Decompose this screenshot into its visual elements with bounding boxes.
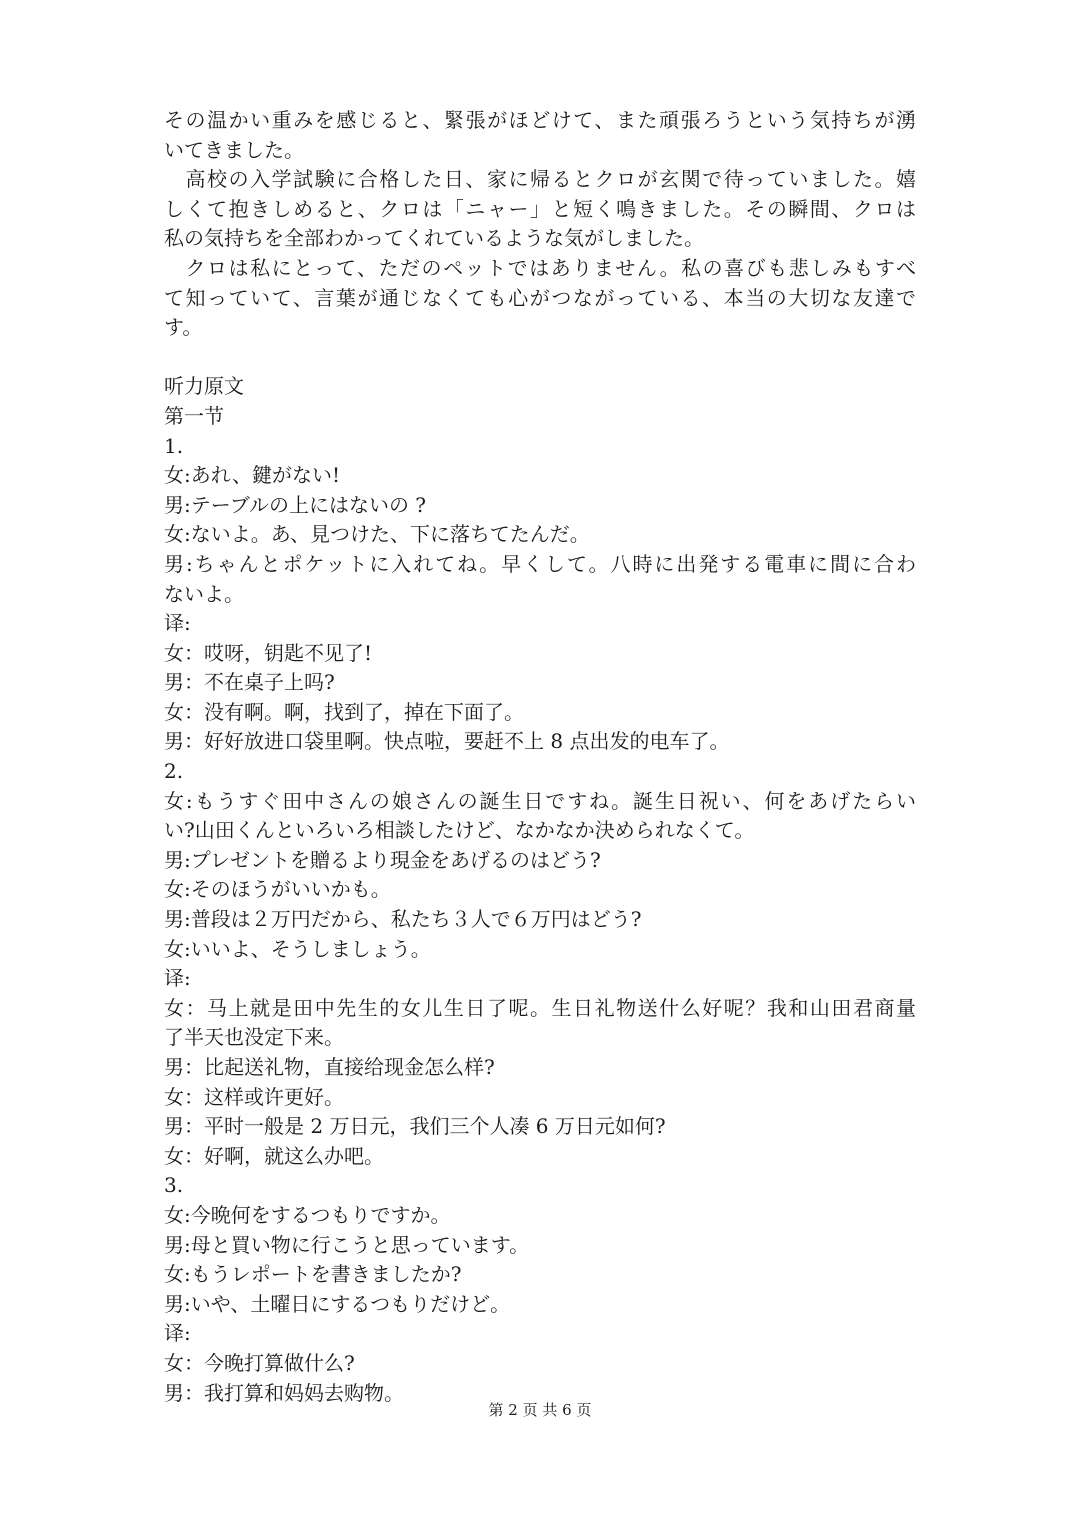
translation-line: 了半天也没定下来。 xyxy=(164,1025,344,1050)
dialogue-line: 男:プレゼントを贈るより現金をあげるのはどう? xyxy=(164,847,601,872)
dialogue-line: い?山田くんといろいろ相談したけど、なかなか決められなくて。 xyxy=(164,818,755,843)
dialogue-line: 女:ないよ。あ、見つけた、下に落ちてたんだ。 xyxy=(164,522,590,547)
dialogue-line: 女:あれ、鍵がない! xyxy=(164,463,340,488)
subsection-heading: 第一节 xyxy=(164,403,224,428)
section-heading: 听力原文 xyxy=(164,374,244,399)
dialogue-line: 女:今晩何をするつもりですか。 xyxy=(164,1202,451,1227)
text-line: その温かい重みを感じると、緊張がほどけて、また頑張ろうという気持ちが湧 xyxy=(164,108,916,132)
text-line: す。 xyxy=(164,315,203,340)
dialogue-line: 女:もうすぐ田中さんの娘さんの誕生日ですね。誕生日祝い、何をあげたらい xyxy=(164,788,916,813)
dialogue-line: ないよ。 xyxy=(164,581,244,606)
dialogue-line: 女:いいよ、そうしましょう。 xyxy=(164,936,431,961)
translation-line: 男：比起送礼物，直接给现金怎么样? xyxy=(164,1055,495,1079)
translation-label: 译: xyxy=(164,1321,191,1346)
text-line: クロは私にとって、ただのペットではありません。私の喜びも悲しみもすべ xyxy=(164,255,916,280)
question-number: 3. xyxy=(164,1173,184,1198)
translation-line: 男：不在桌子上吗? xyxy=(164,670,335,695)
text-line: 私の気持ちを全部わかってくれているような気がしました。 xyxy=(164,226,704,251)
document-body xyxy=(164,106,924,1408)
dialogue-line: 男:母と買い物に行こうと思っています。 xyxy=(164,1232,530,1257)
translation-label: 译: xyxy=(164,966,191,991)
dialogue-line: 男:普段は２万円だから、私たち３人で６万円はどう? xyxy=(164,907,642,932)
translation-line: 男：好好放进口袋里啊。快点啦，要赶不上 8 点出发的电车了。 xyxy=(164,729,730,754)
translation-line: 女：哎呀，钥匙不见了! xyxy=(164,640,373,665)
text-line: 高校の入学試験に合格した日、家に帰るとクロが玄関で待っていました。嬉 xyxy=(164,167,916,192)
dialogue-line: 男:いや、土曜日にするつもりだけど。 xyxy=(164,1291,511,1316)
dialogue-line: 男:テーブルの上にはないの ? xyxy=(164,492,427,517)
dialogue-line: 男:ちゃんとポケットに入れてね。早くして。八時に出発する電車に間に合わ xyxy=(164,551,916,576)
translation-line: 女：没有啊。啊，找到了，掉在下面了。 xyxy=(164,699,524,724)
translation-line: 男：我打算和妈妈去购物。 xyxy=(164,1380,404,1405)
translation-line: 女：好啊，就这么办吧。 xyxy=(164,1143,384,1168)
question-number: 1. xyxy=(164,433,184,458)
text-line: いてきました。 xyxy=(164,137,304,162)
translation-label: 译: xyxy=(164,611,191,636)
spacer xyxy=(164,343,924,373)
translation-line: 女：这样或许更好。 xyxy=(164,1084,344,1109)
translation-line: 男：平时一般是 2 万日元，我们三个人凑 6 万日元如何? xyxy=(164,1114,666,1139)
text-line: しくて抱きしめると、クロは「ニャー」と短く鳴きました。その瞬間、クロは xyxy=(164,196,916,221)
page-number: 第 2 页 共 6 页 xyxy=(488,1401,592,1419)
text-line: て知っていて、言葉が通じなくても心がつながっている、本当の大切な友達で xyxy=(164,285,916,310)
question-number: 2. xyxy=(164,759,184,784)
dialogue-line: 女:そのほうがいいかも。 xyxy=(164,877,391,902)
translation-line: 女：今晚打算做什么? xyxy=(164,1350,355,1375)
dialogue-line: 女:もうレポートを書きましたか? xyxy=(164,1262,462,1287)
translation-line: 女：马上就是田中先生的女儿生日了呢。生日礼物送什么好呢？我和山田君商量 xyxy=(164,995,916,1020)
